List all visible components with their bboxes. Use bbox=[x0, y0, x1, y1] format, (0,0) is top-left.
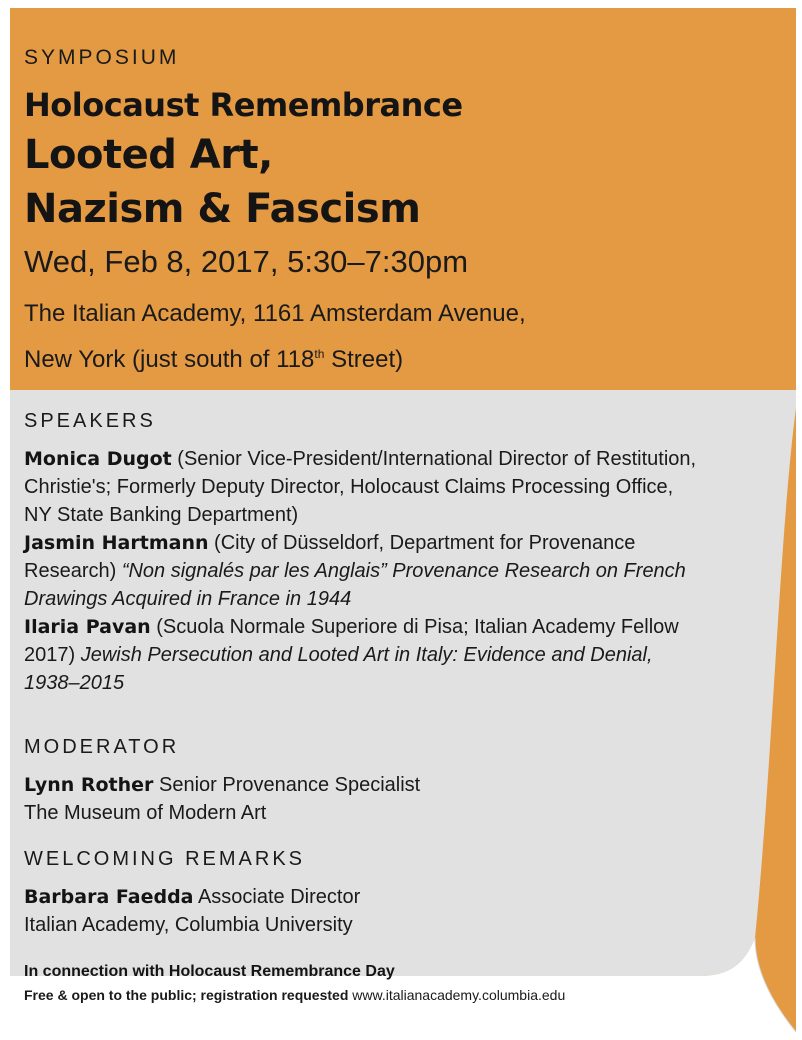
moderator-entry bbox=[24, 771, 704, 799]
speaker-affiliation: (Scuola Normale Superiore di Pisa; Italian Academy Fellow 2017) bbox=[24, 616, 679, 666]
moderator-org: The Museum of Modern Art bbox=[24, 802, 267, 824]
welcoming-label: WELCOMING REMARKS bbox=[24, 848, 306, 870]
moderator-name: Lynn Rother bbox=[24, 774, 154, 796]
speaker-talk: Jewish Persecution and Looted Art in Italy: Evidence and Denial, 1938–2015 bbox=[24, 644, 653, 694]
footer-admission: Free & open to the public; registration requested bbox=[24, 987, 349, 1003]
footer-registration bbox=[24, 987, 784, 1003]
title-line-2: Looted Art, bbox=[24, 132, 273, 178]
moderator-label: MODERATOR bbox=[24, 736, 180, 758]
speaker-name: Monica Dugot bbox=[24, 448, 172, 470]
venue-line-2-text: New York (just south of 118 bbox=[24, 346, 315, 373]
venue-line-2 bbox=[24, 334, 526, 380]
speaker-affiliation: (City of Düsseldorf, Department for Provenance Research) bbox=[24, 532, 636, 582]
speakers-list bbox=[24, 445, 704, 697]
speaker-name: Jasmin Hartmann bbox=[24, 532, 209, 554]
welcoming-block bbox=[24, 883, 704, 939]
venue-ordinal: th bbox=[314, 347, 325, 361]
event-venue bbox=[24, 294, 526, 380]
venue-line-2-end: Street) bbox=[324, 346, 404, 373]
speaker-talk: “Non signalés par les Anglais” Provenance Research on French Drawings Acquired in France in 1944 bbox=[24, 560, 686, 610]
welcoming-name: Barbara Faedda bbox=[24, 886, 194, 908]
welcoming-entry bbox=[24, 883, 704, 911]
speaker-entry bbox=[24, 529, 704, 613]
event-poster bbox=[10, 8, 796, 1032]
moderator-block bbox=[24, 771, 704, 827]
speaker-affiliation: (Senior Vice-President/International Director of Restitution, Christie's; Formerly Deputy Director, Holocaust Claims Processing Office, NY State Banking Department) bbox=[24, 448, 697, 526]
poster-footer bbox=[24, 963, 784, 1003]
welcoming-title: Associate Director bbox=[193, 886, 361, 908]
title-line-3: Nazism & Fascism bbox=[24, 186, 421, 232]
speaker-name: Ilaria Pavan bbox=[24, 616, 151, 638]
footer-url: www.italianacademy.columbia.edu bbox=[348, 987, 566, 1003]
moderator-title: Senior Provenance Specialist bbox=[153, 774, 421, 796]
speakers-label: SPEAKERS bbox=[24, 410, 156, 432]
speaker-entry bbox=[24, 613, 704, 697]
event-date: Wed, Feb 8, 2017, 5:30–7:30pm bbox=[24, 244, 469, 279]
venue-line-1: The Italian Academy, 1161 Amsterdam Avenue, bbox=[24, 300, 526, 327]
welcoming-org: Italian Academy, Columbia University bbox=[24, 914, 353, 936]
footer-occasion: In connection with Holocaust Remembrance Day bbox=[24, 963, 395, 980]
event-type: SYMPOSIUM bbox=[24, 46, 180, 69]
title-line-1: Holocaust Remembrance bbox=[24, 86, 463, 124]
speaker-entry bbox=[24, 445, 704, 529]
